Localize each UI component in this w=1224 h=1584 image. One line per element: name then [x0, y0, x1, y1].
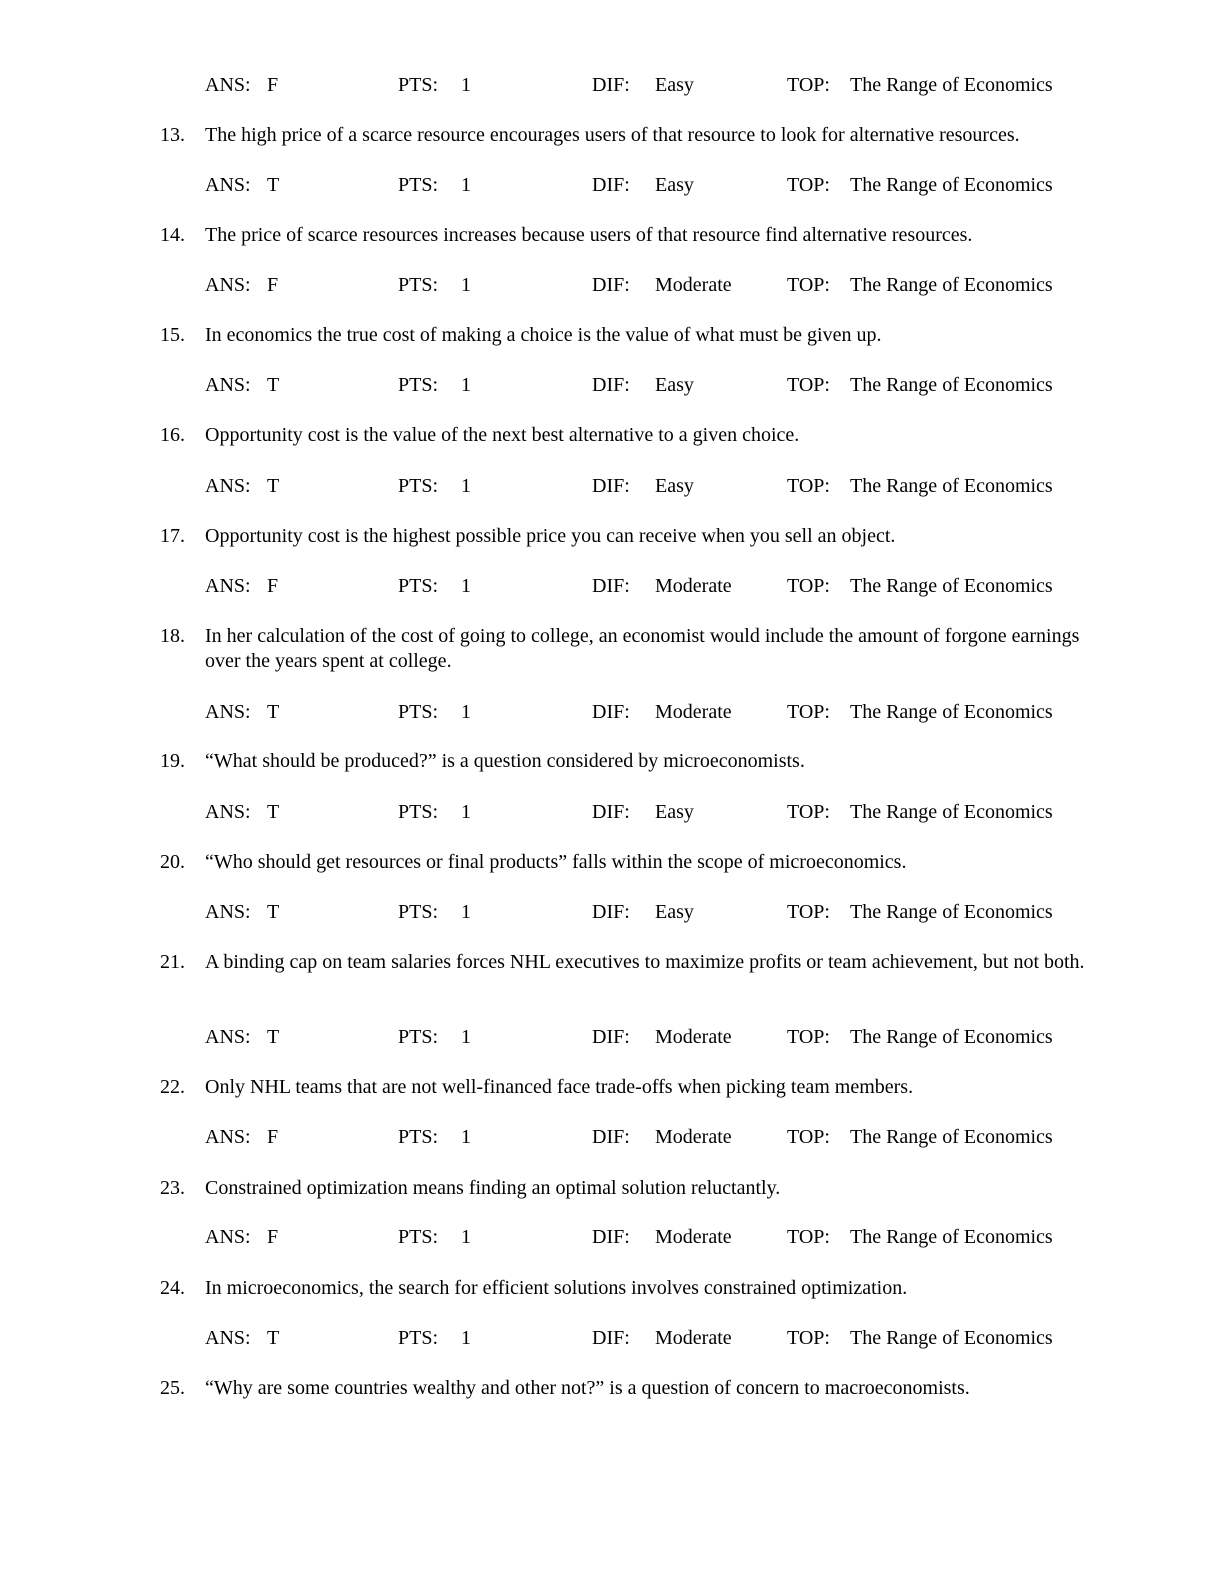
top-label: TOP: [787, 274, 830, 296]
question-number: 25. [160, 1377, 185, 1399]
ans-label: ANS: [205, 1327, 251, 1349]
ans-label: ANS: [205, 801, 251, 823]
dif-value: Moderate [655, 575, 732, 597]
question-text: “Who should get resources or final products” falls within the scope of microeconomics. [205, 851, 907, 873]
dif-value: Easy [655, 374, 694, 396]
top-label: TOP: [787, 1327, 830, 1349]
dif-label: DIF: [592, 575, 630, 597]
ans-value: T [267, 701, 280, 723]
dif-value: Easy [655, 74, 694, 96]
ans-label: ANS: [205, 475, 251, 497]
question-number: 14. [160, 224, 185, 246]
pts-label: PTS: [398, 475, 439, 497]
pts-value: 1 [461, 1226, 471, 1248]
pts-label: PTS: [398, 1327, 439, 1349]
question-number: 23. [160, 1177, 185, 1199]
dif-label: DIF: [592, 801, 630, 823]
dif-label: DIF: [592, 901, 630, 923]
question-number: 22. [160, 1076, 185, 1098]
top-value: The Range of Economics [850, 801, 1053, 823]
top-value: The Range of Economics [850, 1226, 1053, 1248]
top-label: TOP: [787, 1126, 830, 1148]
ans-value: T [267, 901, 280, 923]
top-label: TOP: [787, 1226, 830, 1248]
top-label: TOP: [787, 901, 830, 923]
ans-label: ANS: [205, 1026, 251, 1048]
ans-label: ANS: [205, 701, 251, 723]
dif-label: DIF: [592, 1226, 630, 1248]
ans-value: T [267, 374, 280, 396]
pts-value: 1 [461, 174, 471, 196]
question-text: Opportunity cost is the highest possible price you can receive when you sell an object. [205, 525, 896, 547]
ans-label: ANS: [205, 174, 251, 196]
top-value: The Range of Economics [850, 475, 1053, 497]
ans-value: T [267, 1327, 280, 1349]
question-text: In her calculation of the cost of going to college, an economist would include the amount of forgone earnings over the years spent at college. [205, 625, 1080, 672]
question-text: In economics the true cost of making a choice is the value of what must be given up. [205, 324, 882, 346]
ans-value: T [267, 1026, 280, 1048]
pts-value: 1 [461, 575, 471, 597]
top-label: TOP: [787, 174, 830, 196]
pts-label: PTS: [398, 1126, 439, 1148]
pts-label: PTS: [398, 575, 439, 597]
pts-value: 1 [461, 901, 471, 923]
top-label: TOP: [787, 575, 830, 597]
ans-value: T [267, 174, 280, 196]
pts-value: 1 [461, 374, 471, 396]
dif-value: Moderate [655, 274, 732, 296]
pts-value: 1 [461, 701, 471, 723]
question-text: The high price of a scarce resource encourages users of that resource to look for alternative resources. [205, 124, 1020, 146]
ans-value: F [267, 1126, 279, 1148]
question-number: 21. [160, 951, 185, 973]
question-number: 19. [160, 750, 185, 772]
question-text: A binding cap on team salaries forces NHL executives to maximize profits or team achievement, but not both. [205, 951, 1085, 973]
ans-label: ANS: [205, 575, 251, 597]
ans-label: ANS: [205, 374, 251, 396]
top-value: The Range of Economics [850, 174, 1053, 196]
question-number: 17. [160, 525, 185, 547]
question-text: “Why are some countries wealthy and other not?” is a question of concern to macroeconomists. [205, 1377, 970, 1399]
top-label: TOP: [787, 475, 830, 497]
top-value: The Range of Economics [850, 274, 1053, 296]
dif-value: Easy [655, 475, 694, 497]
ans-value: F [267, 74, 279, 96]
dif-value: Easy [655, 174, 694, 196]
question-number: 20. [160, 851, 185, 873]
question-text: “What should be produced?” is a question considered by microeconomists. [205, 750, 805, 772]
question-number: 16. [160, 424, 185, 446]
dif-label: DIF: [592, 1126, 630, 1148]
ans-label: ANS: [205, 1126, 251, 1148]
top-label: TOP: [787, 701, 830, 723]
ans-label: ANS: [205, 1226, 251, 1248]
top-value: The Range of Economics [850, 1126, 1053, 1148]
pts-label: PTS: [398, 174, 439, 196]
top-label: TOP: [787, 801, 830, 823]
ans-value: T [267, 475, 280, 497]
pts-label: PTS: [398, 1026, 439, 1048]
dif-label: DIF: [592, 174, 630, 196]
dif-value: Moderate [655, 1126, 732, 1148]
dif-value: Moderate [655, 1226, 732, 1248]
dif-value: Moderate [655, 701, 732, 723]
top-value: The Range of Economics [850, 1026, 1053, 1048]
pts-value: 1 [461, 74, 471, 96]
pts-label: PTS: [398, 901, 439, 923]
ans-label: ANS: [205, 274, 251, 296]
pts-value: 1 [461, 475, 471, 497]
top-value: The Range of Economics [850, 1327, 1053, 1349]
pts-value: 1 [461, 801, 471, 823]
dif-label: DIF: [592, 701, 630, 723]
pts-value: 1 [461, 274, 471, 296]
question-text: In microeconomics, the search for efficient solutions involves constrained optimization. [205, 1277, 908, 1299]
pts-value: 1 [461, 1026, 471, 1048]
dif-label: DIF: [592, 274, 630, 296]
dif-value: Moderate [655, 1327, 732, 1349]
dif-value: Moderate [655, 1026, 732, 1048]
top-value: The Range of Economics [850, 374, 1053, 396]
top-label: TOP: [787, 374, 830, 396]
dif-label: DIF: [592, 1327, 630, 1349]
question-text: The price of scarce resources increases because users of that resource find alternative resources. [205, 224, 973, 246]
top-value: The Range of Economics [850, 74, 1053, 96]
top-value: The Range of Economics [850, 575, 1053, 597]
pts-label: PTS: [398, 1226, 439, 1248]
ans-value: T [267, 801, 280, 823]
pts-label: PTS: [398, 74, 439, 96]
pts-label: PTS: [398, 374, 439, 396]
ans-value: F [267, 1226, 279, 1248]
top-label: TOP: [787, 1026, 830, 1048]
top-value: The Range of Economics [850, 701, 1053, 723]
question-number: 18. [160, 625, 185, 647]
question-number: 24. [160, 1277, 185, 1299]
ans-value: F [267, 575, 279, 597]
top-label: TOP: [787, 74, 830, 96]
ans-label: ANS: [205, 74, 251, 96]
question-number: 13. [160, 124, 185, 146]
top-value: The Range of Economics [850, 901, 1053, 923]
dif-value: Easy [655, 801, 694, 823]
pts-label: PTS: [398, 701, 439, 723]
dif-label: DIF: [592, 374, 630, 396]
dif-label: DIF: [592, 74, 630, 96]
pts-value: 1 [461, 1327, 471, 1349]
dif-label: DIF: [592, 475, 630, 497]
pts-label: PTS: [398, 801, 439, 823]
question-text: Opportunity cost is the value of the next best alternative to a given choice. [205, 424, 800, 446]
pts-label: PTS: [398, 274, 439, 296]
pts-value: 1 [461, 1126, 471, 1148]
dif-label: DIF: [592, 1026, 630, 1048]
ans-label: ANS: [205, 901, 251, 923]
ans-value: F [267, 274, 279, 296]
dif-value: Easy [655, 901, 694, 923]
question-number: 15. [160, 324, 185, 346]
question-text: Only NHL teams that are not well-financed face trade-offs when picking team members. [205, 1076, 914, 1098]
question-text: Constrained optimization means finding an optimal solution reluctantly. [205, 1177, 781, 1199]
